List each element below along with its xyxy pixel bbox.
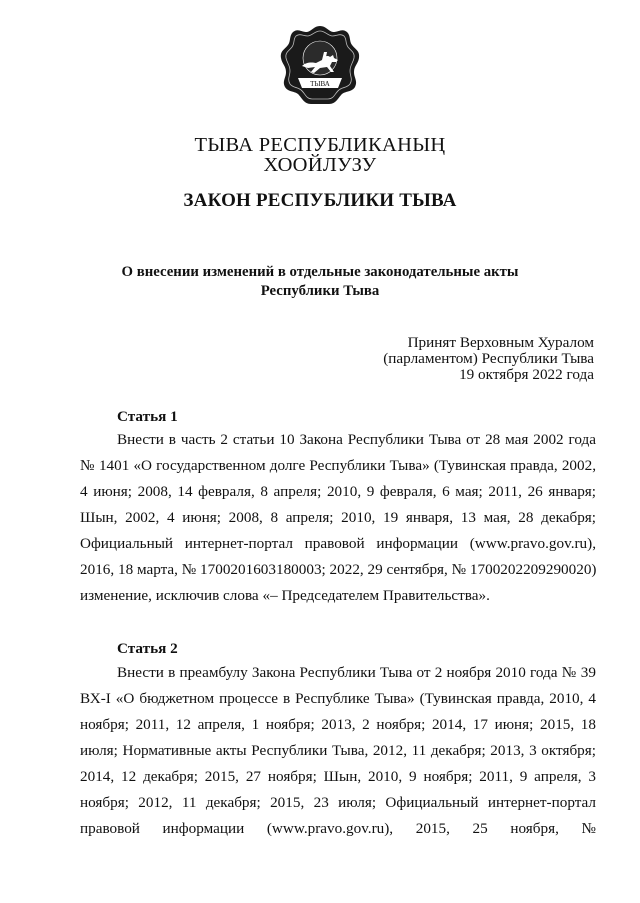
adopted-line1: Принят Верховным Хуралом (407, 334, 594, 351)
adopted-line2: (парламентом) Республики Тыва (383, 350, 594, 367)
article-2-line: Внести в преамбулу Закона Республики Тыва от 2 ноября 2010 года № 39 (117, 664, 596, 681)
article-2-line: ноября; 2011, 12 апреля, 1 ноября; 2013, 2 ноября; 2014, 17 июня; 2015, 18 (80, 716, 596, 733)
article-2-line: правовой информации (www.pravo.gov.ru), 2015, 25 ноября, № (80, 820, 596, 837)
article-1-line: Шын, 2002, 4 июня; 2008, 8 апреля; 2010, 19 января, 13 мая, 28 декабря; (80, 509, 596, 526)
law-subject-line2: Республики Тыва (260, 283, 380, 299)
article-1-line: 4 июня; 2008, 14 февраля, 8 апреля; 2010, 9 февраля, 6 мая; 2011, 26 января; (80, 483, 596, 500)
adopted-date: 19 октября 2022 года (459, 366, 594, 383)
tuva-coat-of-arms-icon (278, 22, 362, 106)
parliament-title-line2: ХООЙЛУЗУ (263, 154, 377, 176)
article-1-heading: Статья 1 (117, 408, 178, 425)
article-1-line: № 1401 «О государственном долге Республики Тыва» (Тувинская правда, 2002, (80, 457, 596, 474)
article-1-line: Официальный интернет-портал правовой информации (www.pravo.gov.ru), (80, 535, 596, 552)
article-2-line: ВХ-I «О бюджетном процессе в Республике Тыва» (Тувинская правда, 2010, 4 (80, 690, 596, 707)
article-2-line: ноября; 2012, 11 декабря; 2015, 23 июля; Официальный интернет-портал (80, 794, 596, 811)
article-2-heading: Статья 2 (117, 640, 178, 657)
parliament-title-line1: ТЫВА РЕСПУБЛИКАНЫҢ (194, 134, 446, 156)
article-1-line: 2016, 18 марта, № 1700201603180003; 2022, 29 сентября, № 1700202209290020) (80, 561, 597, 578)
emblem-text: ТЫВА (310, 80, 330, 88)
law-subject-line1: О внесении изменений в отдельные законодательные акты (121, 264, 519, 280)
article-2-line: 2014, 12 декабря; 2015, 27 ноября; Шын, 2010, 9 ноября; 2011, 9 апреля, 3 (80, 768, 596, 785)
law-title: ЗАКОН РЕСПУБЛИКИ ТЫВА (183, 190, 457, 211)
article-1-line: изменение, исключив слова «– Председателем Правительства». (80, 587, 490, 604)
article-2-line: июля; Нормативные акты Республики Тыва, 2012, 11 декабря; 2013, 3 октября; (80, 742, 596, 759)
article-1-line: Внести в часть 2 статьи 10 Закона Республики Тыва от 28 мая 2002 года (117, 431, 596, 448)
